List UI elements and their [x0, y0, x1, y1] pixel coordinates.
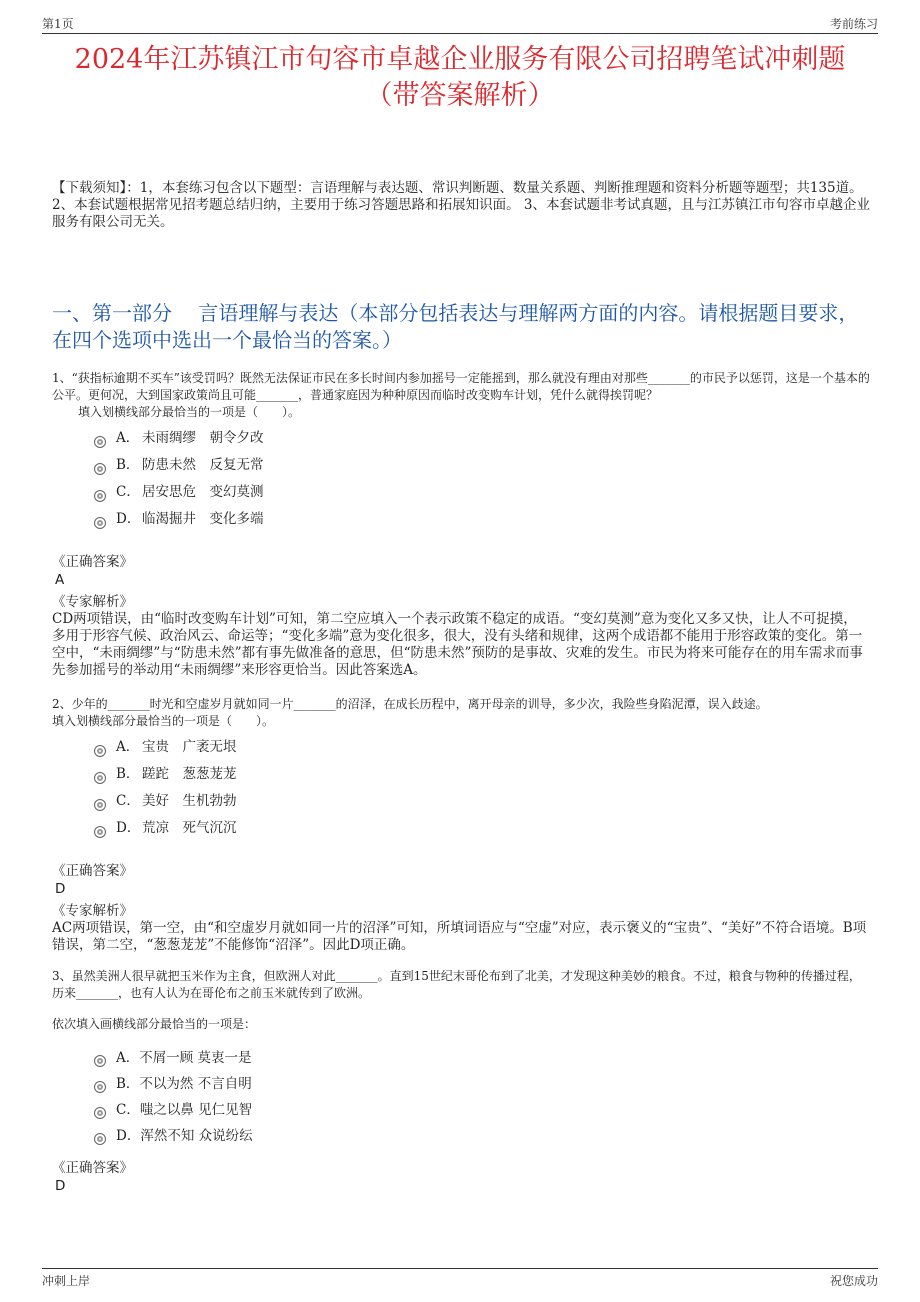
- footer-right: 祝您成功: [829, 1274, 878, 1288]
- option-c[interactable]: [94, 479, 870, 506]
- option-text: 宝贵 广袤无垠: [142, 739, 237, 755]
- option-letter: C．: [116, 793, 140, 809]
- option-text: 不以为然 不言自明: [139, 1075, 252, 1092]
- radio-icon[interactable]: [94, 463, 106, 475]
- option-c[interactable]: [94, 788, 870, 815]
- option-letter: D．: [116, 511, 141, 527]
- question-instruction: 填入划横线部分最恰当的一项是（ ）。: [52, 714, 275, 728]
- radio-icon[interactable]: [94, 517, 106, 529]
- option-text: 美好 生机勃勃: [142, 793, 237, 809]
- radio-icon[interactable]: [94, 490, 106, 502]
- option-text: 嗤之以鼻 见仁见智: [139, 1101, 253, 1118]
- document-title: 2024年江苏镇江市句容市卓越企业服务有限公司招聘笔试冲刺题（带答案解析）: [74, 44, 846, 111]
- option-b[interactable]: [94, 761, 870, 788]
- option-letter: B．: [116, 766, 140, 782]
- answer-label: 《正确答案》: [52, 863, 133, 879]
- option-text: 蹉跎 葱葱茏茏: [142, 766, 237, 782]
- option-text: 不屑一顾 莫衷一是: [139, 1049, 252, 1066]
- option-text: 未雨绸缪 朝令夕改: [142, 430, 264, 446]
- option-letter: B．: [116, 1075, 140, 1092]
- radio-icon[interactable]: [94, 799, 106, 811]
- radio-icon[interactable]: [94, 1133, 106, 1145]
- header-tag: 考前练习: [829, 17, 878, 31]
- explanation-label: 《专家解析》: [52, 594, 133, 610]
- option-d[interactable]: [94, 815, 870, 842]
- radio-icon[interactable]: [94, 1055, 106, 1067]
- option-letter: B．: [116, 457, 140, 473]
- question-3: [52, 968, 870, 1195]
- option-text: 浑然不知 众说纷纭: [140, 1127, 253, 1144]
- question-instruction: 依次填入画横线部分最恰当的一项是：: [52, 1017, 257, 1031]
- question-2: [52, 696, 870, 954]
- question-1: [52, 370, 870, 679]
- page-header: [42, 12, 878, 34]
- radio-icon[interactable]: [94, 772, 106, 784]
- option-a[interactable]: [94, 1045, 870, 1071]
- radio-icon[interactable]: [94, 1081, 106, 1093]
- option-text: 临渴掘井 变化多端: [142, 511, 264, 527]
- correct-answer: D: [55, 1178, 66, 1194]
- question-stem: 2、少年的_______时光和空虚岁月就如同一片_______的沼泽，在成长历程中，离开母亲的训导，多少次，我险些身陷泥潭，误入歧途。: [52, 697, 768, 711]
- option-letter: C．: [116, 1101, 140, 1118]
- option-letter: D．: [116, 1127, 141, 1144]
- option-a[interactable]: [94, 734, 870, 761]
- answer-label: 《正确答案》: [52, 1160, 133, 1176]
- question-stem: 3、虽然美洲人很早就把玉米作为主食，但欧洲人对此_______。直到15世纪末哥伦布到了北美，才发现这种美妙的粮食。不过，粮食与物种的传播过程，历来_______，也有人认为在哥伦布之前玉米就传到了欧洲。: [52, 969, 861, 1000]
- option-letter: A．: [116, 1049, 140, 1066]
- option-a[interactable]: [94, 425, 870, 452]
- explanation-text: AC两项错误，第一空，由“和空虚岁月就如同一片的沼泽”可知，所填词语应与“空虚”对应，表示褒义的“宝贵”、“美好”不符合语境。B项错误，第二空，“葱葱茏茏”不能修饰“沼泽”。因此D项正确。: [52, 920, 867, 953]
- option-c[interactable]: [94, 1097, 870, 1123]
- correct-answer: A: [55, 572, 65, 588]
- correct-answer: D: [55, 881, 66, 897]
- question-instruction: 填入划横线部分最恰当的一项是（ ）。: [78, 405, 301, 419]
- page-footer: [42, 1268, 878, 1292]
- radio-icon[interactable]: [94, 826, 106, 838]
- question-stem: 1、“获指标逾期不买车”该受罚吗？既然无法保证市民在多长时间内参加摇号一定能摇到，那么就没有理由对那些_______的市民予以惩罚，这是一个基本的公平。更何况，大到国家政策尚且可能_______，普通家庭因为种种原因而临时改变购车计划，凭什么就得挨罚呢？: [52, 371, 870, 402]
- option-text: 居安思危 变幻莫测: [142, 484, 264, 500]
- explanation-text: CD两项错误，由“临时改变购车计划”可知，第二空应填入一个表示政策不稳定的成语。“变幻莫测”意为变化又多又快，让人不可捉摸，多用于形容气候、政治风云、命运等；“变化多端”意为变化很多，很大，没有头绪和规律，这两个成语都不能用于形容政策的变化。第一空中，“未雨绸缪”与“防患未然”都有事先做准备的意思，但“防患未然”预防的是事故、灾难的发生。市民为将来可能存在的用车需求而事先参加摇号的举动用“未雨绸缪”来形容更恰当。因此答案选A。: [52, 611, 863, 678]
- page-number: 第1页: [42, 17, 74, 31]
- option-letter: A．: [116, 430, 140, 446]
- download-notice: 【下载须知】：1，本套练习包含以下题型：言语理解与表达题、常识判断题、数量关系题、判断推理题和资料分析题等题型；共135道。 2、本套试题根据常见招考题总结归纳，主要用于练习答题思路和拓展知识面。 3、本套试题非考试真题，且与江苏镇江市句容市卓越企业服务有限公司无关。: [52, 180, 870, 230]
- explanation-label: 《专家解析》: [52, 903, 133, 919]
- footer-left: 冲刺上岸: [42, 1274, 91, 1288]
- option-b[interactable]: [94, 452, 870, 479]
- option-d[interactable]: [94, 1123, 870, 1149]
- option-text: 荒凉 死气沉沉: [142, 820, 237, 836]
- option-d[interactable]: [94, 506, 870, 533]
- radio-icon[interactable]: [94, 1107, 106, 1119]
- option-b[interactable]: [94, 1071, 870, 1097]
- option-letter: C．: [116, 484, 140, 500]
- option-letter: A．: [116, 739, 140, 755]
- answer-label: 《正确答案》: [52, 554, 133, 570]
- section-heading: 一、第一部分 言语理解与表达（本部分包括表达与理解两方面的内容。请根据题目要求，在四个选项中选出一个最恰当的答案。）: [52, 301, 859, 352]
- radio-icon[interactable]: [94, 745, 106, 757]
- option-text: 防患未然 反复无常: [142, 457, 264, 473]
- option-letter: D．: [116, 820, 141, 836]
- radio-icon[interactable]: [94, 436, 106, 448]
